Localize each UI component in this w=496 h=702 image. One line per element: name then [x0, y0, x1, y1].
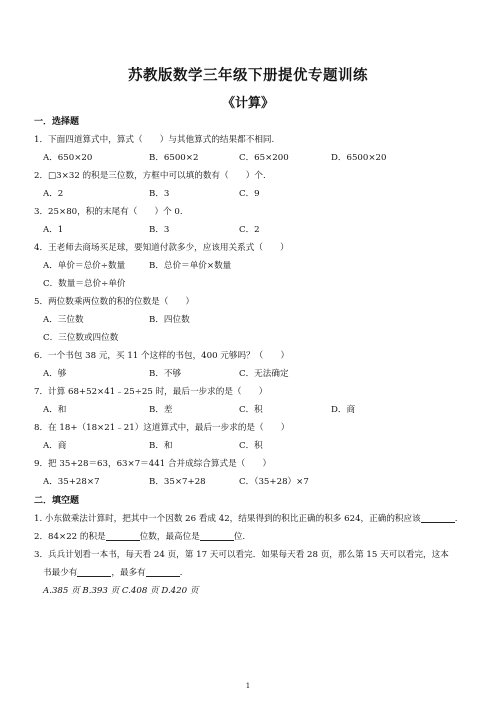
option-a: A．单价＝总价÷数量 — [43, 261, 126, 271]
answer-blank[interactable] — [146, 566, 180, 577]
question-7-options — [34, 401, 470, 419]
question-6-options — [34, 365, 470, 383]
question-1-options — [34, 149, 470, 167]
answer-blank[interactable] — [421, 512, 455, 523]
fill-question-2-c: 位. — [233, 532, 246, 542]
fill-question-3-options: A.385 页 B.393 页 C.408 页 D.420 页 — [43, 586, 199, 596]
fill-question-3-line2b: ，最多有 — [111, 568, 146, 578]
option-b: B．四位数 — [149, 315, 190, 325]
option-a: A．和 — [43, 405, 67, 415]
answer-blank[interactable] — [106, 530, 140, 541]
page-number: 1 — [245, 682, 251, 690]
option-b: B．总价＝单价×数量 — [149, 261, 232, 271]
document-subtitle: 《计算》 — [221, 96, 274, 111]
question-2: 2．□3×32 的积是三位数，方框中可以填的数有（ ）个. — [34, 171, 266, 181]
question-9: 9．把 35+28＝63，63×7＝441 合并成综合算式是（ ） — [34, 459, 272, 469]
option-c: C．65×200 — [239, 153, 289, 163]
document-title: 苏教版数学三年级下册提优专题训练 — [128, 68, 368, 84]
fill-question-3-line2a: 书最少有 — [43, 568, 78, 578]
question-4-options-row2 — [34, 275, 470, 293]
option-c: C．无法确定 — [239, 369, 289, 379]
question-4: 4．王老师去商场买足球，要知道付款多少，应该用关系式（ ） — [34, 243, 289, 253]
option-b: B．3 — [149, 225, 170, 235]
answer-blank[interactable] — [77, 566, 111, 577]
fill-question-2 — [34, 528, 470, 546]
option-d: D．商 — [331, 405, 356, 415]
question-8-options — [34, 437, 470, 455]
option-c: C．三位数或四位数 — [43, 333, 119, 343]
option-c: C．（35+28）×7 — [239, 477, 309, 487]
option-a: A．1 — [43, 225, 64, 235]
question-8: 8．在 18+（18×21﹣21）这道算式中，最后一步求的是（ ） — [34, 423, 290, 433]
option-a: A．商 — [43, 441, 67, 451]
fill-question-1-tail: . — [454, 514, 458, 524]
question-2-options — [34, 185, 470, 203]
question-5-options — [34, 311, 470, 329]
option-c: C．积 — [239, 405, 263, 415]
fill-question-3 — [34, 546, 470, 564]
option-b: B．和 — [149, 441, 173, 451]
answer-blank[interactable] — [200, 530, 234, 541]
question-3-options — [34, 221, 470, 239]
question-5: 5．两位数乘两位数的积的位数是（ ） — [34, 297, 195, 307]
fill-question-2-b: 位数，最高位是 — [139, 532, 200, 542]
fill-question-1 — [34, 510, 470, 528]
document-body — [34, 112, 470, 600]
question-6: 6．一个书包 38 元，买 11 个这样的书包，400 元够吗？（ ） — [34, 351, 290, 361]
option-c: C．数量＝总价÷单价 — [43, 279, 126, 289]
question-5-options-row2 — [34, 329, 470, 347]
question-1: 1．下面四道算式中，算式（ ）与其他算式的结果都不相同. — [34, 135, 275, 145]
fill-question-1-text: 1. 小东做乘法计算时，把其中一个因数 26 看成 42，结果得到的积比正确的积多 624，正确的积应该 — [34, 514, 421, 524]
option-b: B．35×7+28 — [149, 477, 206, 487]
option-b: B．6500×2 — [149, 153, 199, 163]
option-a: A．650×20 — [43, 153, 93, 163]
option-a: A．三位数 — [43, 315, 84, 325]
section-heading-fill: 二．填空题 — [34, 496, 80, 506]
option-c: C．积 — [239, 441, 263, 451]
fill-question-2-a: 2．84×22 的积是 — [34, 532, 106, 542]
option-d: D．6500×20 — [331, 153, 387, 163]
option-c: C．2 — [239, 225, 260, 235]
question-3: 3．25×80，积的末尾有（ ）个 0. — [34, 207, 183, 217]
section-heading-choice: 一．选择题 — [34, 117, 80, 127]
option-a: A．够 — [43, 369, 67, 379]
option-b: B．差 — [149, 405, 173, 415]
question-4-options — [34, 257, 470, 275]
question-7: 7．计算 68+52×41﹣25÷25 时，最后一步求的是（ ） — [34, 387, 268, 397]
option-a: A．35+28×7 — [43, 477, 100, 487]
option-b: B．不够 — [149, 369, 182, 379]
fill-question-3-line2c: . — [179, 568, 183, 578]
fill-question-3-text: 3．兵兵计划看一本书，每天看 24 页，第 17 天可以看完．如果每天看 28 页，那么第 15 天可以看完，这本 — [34, 550, 449, 560]
fill-question-3-line2 — [34, 564, 470, 582]
option-b: B．3 — [149, 189, 170, 199]
question-9-options — [34, 473, 470, 491]
option-c: C．9 — [239, 189, 260, 199]
option-a: A．2 — [43, 189, 64, 199]
